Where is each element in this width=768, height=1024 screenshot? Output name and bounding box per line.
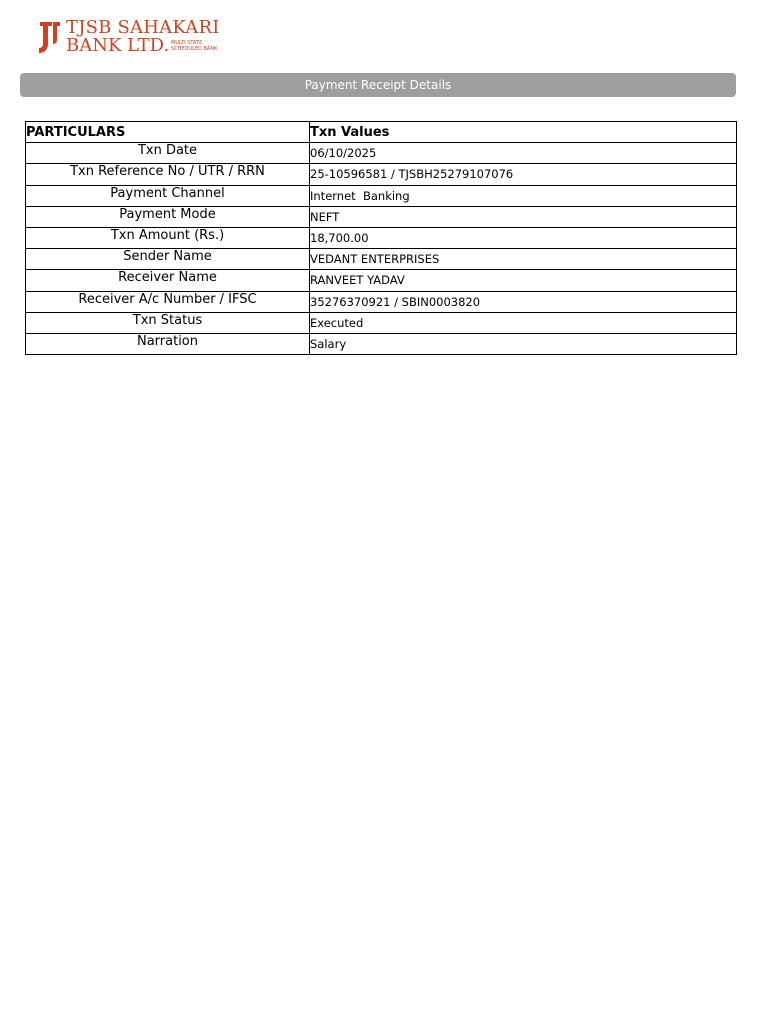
table-row [26, 291, 737, 312]
row-value: 18,700.00 [310, 227, 737, 248]
row-value: 06/10/2025 [310, 143, 737, 164]
table-row [26, 164, 737, 185]
receipt-title-banner: Payment Receipt Details [20, 73, 736, 97]
header-particulars: PARTICULARS [26, 122, 310, 143]
table-row [26, 270, 737, 291]
bank-tagline-1: MULTI STATE [171, 40, 203, 46]
row-label: Sender Name [26, 249, 310, 270]
receipt-table [25, 121, 737, 355]
row-label: Payment Mode [26, 206, 310, 227]
table-row [26, 333, 737, 354]
row-value: Internet Banking [310, 185, 737, 206]
row-value: Salary [310, 333, 737, 354]
table-row [26, 312, 737, 333]
table-row [26, 249, 737, 270]
row-label: Txn Date [26, 143, 310, 164]
row-label: Receiver A/c Number / IFSC [26, 291, 310, 312]
row-label: Txn Reference No / UTR / RRN [26, 164, 310, 185]
bank-logo [38, 18, 218, 58]
row-value: NEFT [310, 206, 737, 227]
bank-name-line1: TJSB SAHAKARI [66, 17, 220, 38]
row-label: Txn Amount (Rs.) [26, 227, 310, 248]
row-label: Receiver Name [26, 270, 310, 291]
header-txn-values: Txn Values [310, 122, 737, 143]
row-value: VEDANT ENTERPRISES [310, 249, 737, 270]
row-value: RANVEET YADAV [310, 270, 737, 291]
table-row [26, 143, 737, 164]
table-row [26, 206, 737, 227]
table-header-row [26, 122, 737, 143]
row-label: Narration [26, 333, 310, 354]
row-label: Txn Status [26, 312, 310, 333]
row-value: 35276370921 / SBIN0003820 [310, 291, 737, 312]
table-row [26, 185, 737, 206]
row-value: 25-10596581 / TJSBH25279107076 [310, 164, 737, 185]
bank-name-line2: BANK LTD. [66, 35, 170, 56]
row-label: Payment Channel [26, 185, 310, 206]
row-value: Executed [310, 312, 737, 333]
table-row [26, 227, 737, 248]
bank-tagline [171, 40, 219, 52]
tjsb-logo-icon [38, 20, 62, 54]
bank-tagline-2: SCHEDULED BANK [171, 46, 218, 52]
